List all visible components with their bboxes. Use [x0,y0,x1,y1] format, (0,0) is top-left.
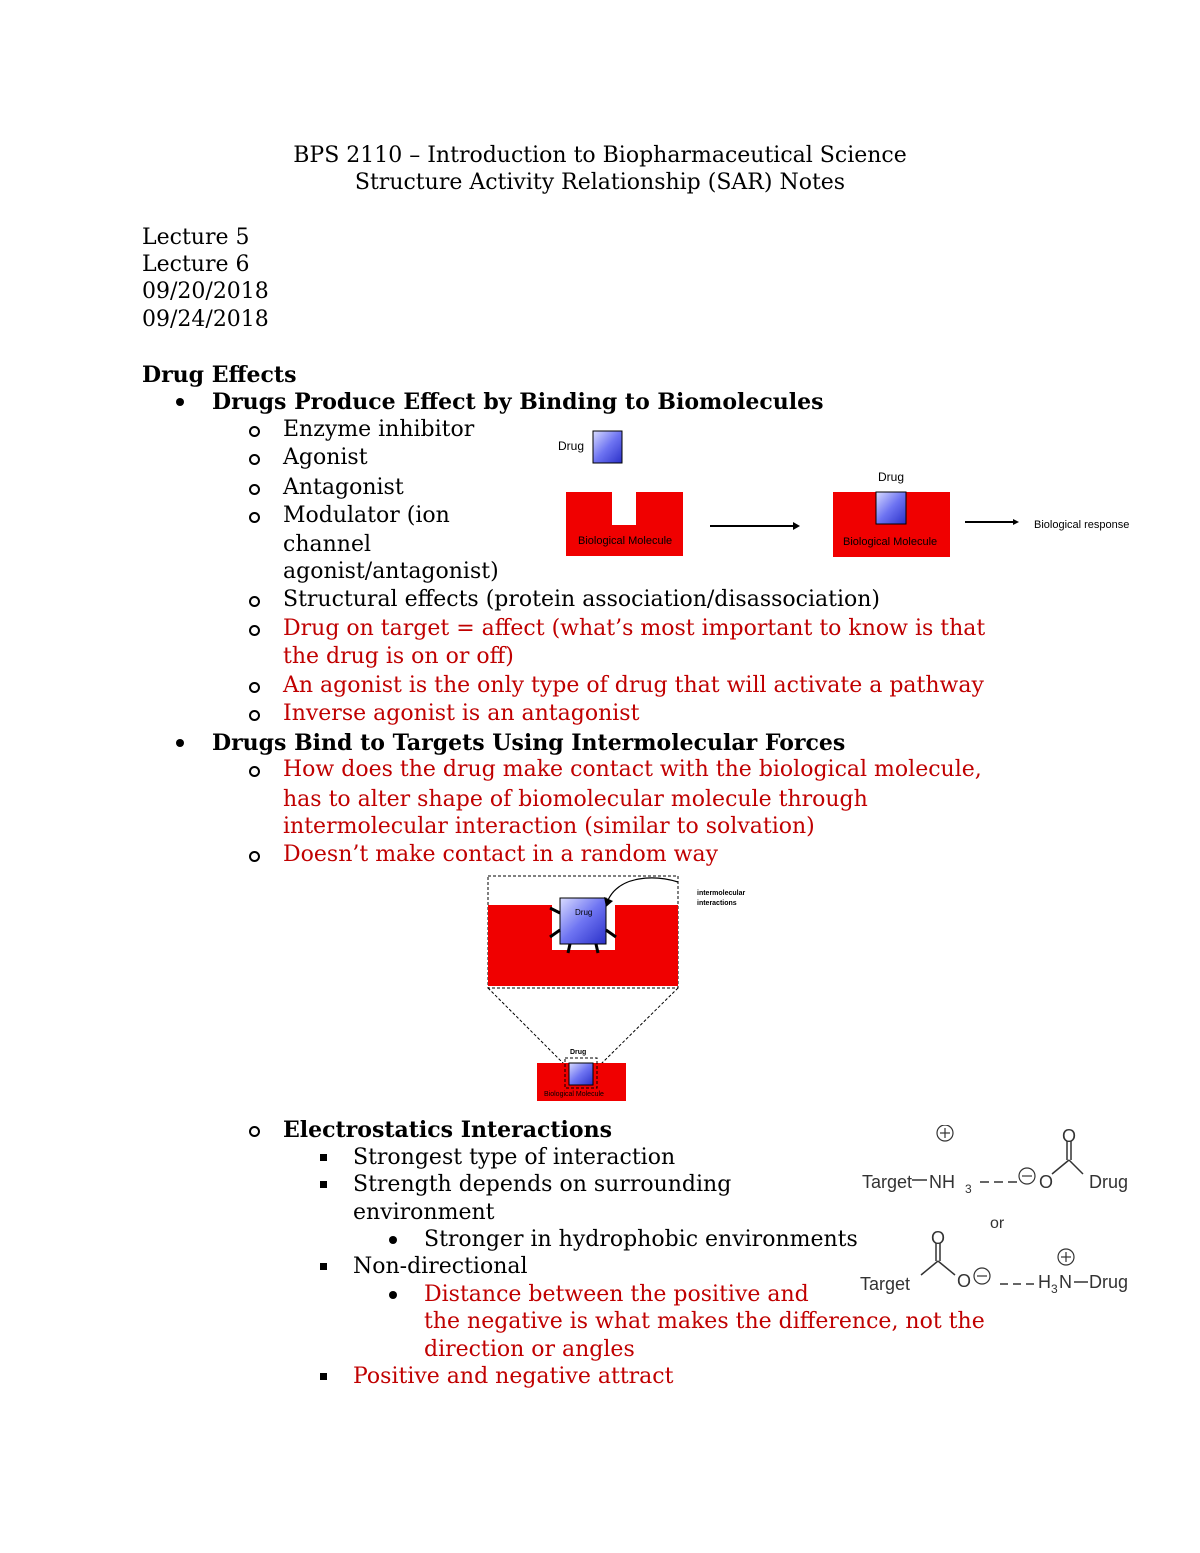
bullet-heading: Drugs Produce Effect by Binding to Biomolecules [212,389,824,415]
oxygen-label: O [1062,1126,1077,1146]
drug-label: Drug [558,439,585,453]
drug-label: Drug [1089,1172,1129,1192]
list-item-cont: agonist/antagonist) [283,559,499,584]
red-note-cont: has to alter shape of biomolecular molecule through [283,787,868,812]
drug-block [593,431,622,463]
list-item: Strength depends on surrounding [353,1172,732,1197]
nh3-label: NH [929,1172,955,1192]
drug-binding-diagram [550,425,1150,565]
lecture-line: Lecture 5 [142,225,250,250]
document-subtitle: Structure Activity Relationship (SAR) Notes [354,170,846,195]
sub-bullet [249,625,260,636]
square-bullet [320,1373,327,1380]
red-note: Drug on target = affect (what’s most important to know is that [283,616,986,641]
sub-bullet [249,512,260,523]
drug-small [569,1063,593,1085]
drug-label: Drug [1089,1272,1129,1292]
bio-label: Biological Molecule [578,535,673,547]
interaction-line [596,944,598,953]
zoom-line [600,988,678,1065]
salt-bridge-diagram [855,1125,1145,1300]
red-note-cont: the drug is on or off) [283,644,514,669]
red-note: How does the drug make contact with the biological molecule, [283,757,982,782]
drug-label: Drug [570,1049,587,1056]
red-note-cont: the negative is what makes the difference, not the [424,1309,985,1334]
sub-bullet [249,1126,260,1137]
sub-heading: Electrostatics Interactions [283,1117,612,1143]
bullet-heading: Drugs Bind to Targets Using Intermolecular Forces [212,730,846,756]
sub-bullet [249,766,260,777]
target-label: Target [862,1172,913,1192]
document-title: BPS 2110 – Introduction to Biopharmaceutical Science [293,143,907,168]
response-label: Biological response [1034,519,1130,531]
square-bullet [320,1263,327,1270]
date-line: 09/24/2018 [142,307,269,332]
red-note: An agonist is the only type of drug that will activate a pathway [283,673,984,698]
bullet-dot [389,1236,397,1244]
h3n-subscript: 3 [1051,1282,1058,1296]
square-bullet [320,1154,327,1161]
drug-label: Drug [878,470,905,484]
list-item-cont: channel [283,532,371,557]
list-item: Structural effects (protein association/disassociation) [283,587,881,612]
sub-bullet [249,851,260,862]
or-label: or [990,1215,1005,1232]
sub-bullet [249,426,260,437]
red-note: Doesn’t make contact in a random way [283,842,719,867]
list-item: Stronger in hydrophobic environments [424,1227,858,1252]
bullet-dot [176,398,184,406]
arrow-head [1013,519,1019,525]
square-bullet [320,1181,327,1188]
list-item: Antagonist [283,475,404,500]
interactions-label: interactions [697,900,737,907]
arrow-head [793,522,800,530]
list-item: Strongest type of interaction [353,1145,676,1170]
pointer-curve [608,878,678,900]
sub-bullet [249,710,260,721]
interaction-line [568,944,570,953]
lecture-line: Lecture 6 [142,252,250,277]
intermolecular-interaction-diagram [480,870,770,1105]
target-label: Target [860,1274,911,1294]
list-item: Agonist [283,445,368,470]
list-item: Non-directional [353,1254,528,1279]
drug-bound [876,492,906,524]
date-line: 09/20/2018 [142,279,269,304]
oxygen-label: O [957,1271,972,1291]
drug-label: Drug [575,908,593,917]
red-note: Positive and negative attract [353,1364,674,1389]
interaction-line [606,930,616,937]
bullet-dot [389,1291,397,1299]
h3n-n: N [1059,1272,1072,1292]
oxygen-label: O [1039,1172,1054,1192]
sub-bullet [249,596,260,607]
section-title: Drug Effects [142,362,297,388]
red-note-cont: intermolecular interaction (similar to solvation) [283,814,815,839]
bio-label: Biological Molecule [544,1091,604,1098]
oxygen-label: O [931,1228,946,1248]
red-note-cont: direction or angles [424,1337,635,1362]
drug-zoomed [560,898,606,944]
list-item-cont: environment [353,1200,495,1225]
bio-label: Biological Molecule [843,536,938,548]
sub-bullet [249,454,260,465]
red-note: Distance between the positive and [424,1282,809,1307]
red-note: Inverse agonist is an antagonist [283,701,640,726]
list-item: Enzyme inhibitor [283,417,475,442]
nh3-subscript: 3 [965,1182,972,1196]
sub-bullet [249,682,260,693]
h3n-h: H [1038,1272,1051,1292]
interactions-label: intermolecular [697,890,746,897]
zoom-line [488,988,565,1065]
list-item: Modulator (ion [283,503,450,528]
sub-bullet [249,484,260,495]
bullet-dot [176,739,184,747]
